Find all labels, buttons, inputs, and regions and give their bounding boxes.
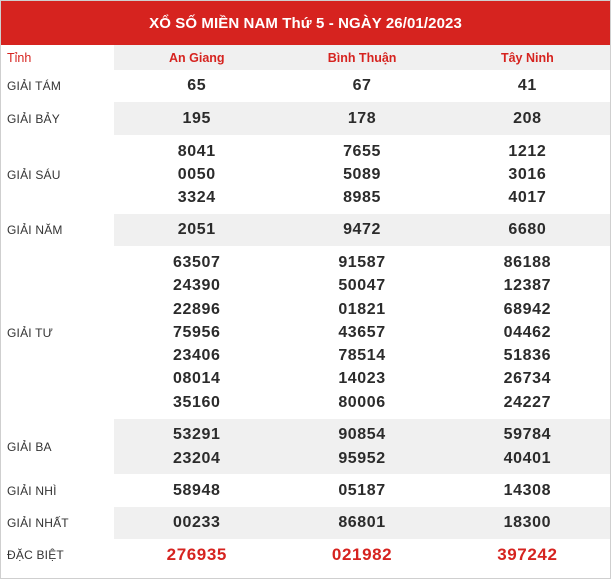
prize-number: 68942 (503, 300, 552, 318)
prize-cell-tay-ninh (445, 135, 610, 214)
prize-number: 3016 (508, 165, 547, 183)
prize-number: 40401 (503, 449, 552, 467)
prize-number: 04462 (503, 323, 552, 341)
prize-label: GIẢI SÁU (7, 167, 61, 182)
results-title: XỔ SỐ MIỀN NAM Thứ 5 - NGÀY 26/01/2023 (1, 1, 610, 45)
prize-row-tam (1, 70, 610, 102)
prize-row-nhat (1, 507, 610, 539)
prize-number: 26734 (503, 370, 552, 388)
prize-number: 59784 (503, 426, 552, 444)
prize-number: 86188 (503, 253, 552, 271)
prize-number: 6680 (508, 221, 547, 239)
prize-number: 41 (517, 77, 537, 95)
prize-cell-binh-thuan (279, 214, 444, 246)
province-an-giang[interactable]: An Giang (114, 45, 279, 70)
prize-number: 22896 (173, 300, 221, 318)
prize-cell-binh-thuan (279, 246, 444, 419)
prize-row-bay (1, 102, 610, 135)
prize-number: 63507 (173, 253, 221, 271)
prize-number: 35160 (173, 393, 221, 411)
prize-number: 05187 (338, 481, 386, 499)
prize-number: 00233 (173, 514, 221, 532)
jackpot-number: 397242 (497, 544, 558, 564)
prize-number: 86801 (338, 514, 386, 532)
prize-number: 5089 (343, 165, 382, 183)
prize-number: 2051 (177, 221, 216, 239)
prize-number: 7655 (343, 142, 382, 160)
prize-row-ba (1, 419, 610, 474)
table-header-row (1, 45, 610, 70)
prize-cell-an-giang (114, 70, 279, 102)
prize-label: GIẢI BA (7, 439, 52, 454)
prize-label: GIẢI TÁM (7, 79, 62, 93)
province-tay-ninh[interactable]: Tây Ninh (445, 45, 610, 70)
prize-number: 23406 (173, 347, 221, 365)
prize-cell-tay-ninh (445, 474, 610, 507)
prize-number: 8985 (343, 189, 382, 207)
prize-number: 195 (182, 109, 212, 127)
prize-number: 78514 (338, 347, 386, 365)
prize-number: 65 (187, 77, 207, 95)
jackpot-cell-tay-ninh (445, 539, 610, 570)
prize-number: 8041 (177, 142, 216, 160)
province-binh-thuan[interactable]: Bình Thuận (279, 45, 444, 70)
prize-number: 58948 (173, 481, 221, 499)
prize-cell-an-giang (114, 474, 279, 507)
prize-number: 80006 (338, 393, 386, 411)
prize-number: 24227 (503, 393, 552, 411)
prize-cell-tay-ninh (445, 70, 610, 102)
prize-label: GIẢI NHÌ (7, 483, 57, 498)
prize-number: 14308 (503, 481, 552, 499)
prize-number: 23204 (173, 449, 221, 467)
prize-label: GIẢI NHẤT (7, 516, 69, 530)
prize-number: 1212 (508, 142, 547, 160)
jackpot-cell-an-giang (114, 539, 279, 570)
prize-number: 43657 (338, 323, 386, 341)
prize-number: 18300 (503, 514, 552, 532)
prize-cell-an-giang (114, 135, 279, 214)
prize-number: 75956 (173, 323, 221, 341)
prize-label: ĐẶC BIỆT (7, 547, 64, 562)
prize-cell-binh-thuan (279, 70, 444, 102)
prize-number: 50047 (338, 277, 386, 295)
prize-row-tu (1, 246, 610, 419)
prize-cell-tay-ninh (445, 246, 610, 419)
results-table (1, 45, 610, 570)
prize-cell-an-giang (114, 507, 279, 539)
prize-number: 12387 (503, 277, 552, 295)
prize-number: 08014 (173, 370, 221, 388)
prize-number: 24390 (173, 277, 221, 295)
prize-label: GIẢI NĂM (7, 223, 63, 237)
prize-number: 90854 (338, 426, 386, 444)
prize-cell-binh-thuan (279, 507, 444, 539)
prize-cell-tay-ninh (445, 507, 610, 539)
prize-number: 51836 (503, 347, 552, 365)
prize-number: 91587 (338, 253, 386, 271)
prize-cell-tay-ninh (445, 214, 610, 246)
prize-row-sau (1, 135, 610, 214)
prize-row-dac-biet (1, 539, 610, 570)
prize-cell-tay-ninh (445, 102, 610, 135)
prize-cell-binh-thuan (279, 102, 444, 135)
prize-cell-an-giang (114, 246, 279, 419)
prize-number: 208 (513, 109, 542, 127)
prize-number: 178 (347, 109, 377, 127)
prize-row-nhi (1, 474, 610, 507)
prize-cell-binh-thuan (279, 419, 444, 474)
prize-number: 01821 (338, 300, 386, 318)
prize-number: 53291 (173, 426, 221, 444)
prize-label: GIẢI BẢY (7, 111, 60, 126)
jackpot-cell-binh-thuan (279, 539, 444, 570)
prize-number: 0050 (177, 165, 216, 183)
prize-cell-binh-thuan (279, 135, 444, 214)
prize-cell-an-giang (114, 419, 279, 474)
province-column-label: Tỉnh (7, 50, 32, 65)
prize-number: 95952 (338, 449, 386, 467)
prize-number: 4017 (508, 189, 547, 207)
prize-number: 14023 (338, 370, 386, 388)
prize-number: 67 (352, 77, 372, 95)
prize-cell-tay-ninh (445, 419, 610, 474)
jackpot-number: 276935 (166, 544, 227, 564)
prize-label: GIẢI TƯ (7, 325, 54, 340)
prize-cell-an-giang (114, 214, 279, 246)
prize-number: 9472 (343, 221, 382, 239)
prize-cell-an-giang (114, 102, 279, 135)
prize-row-nam (1, 214, 610, 246)
jackpot-number: 021982 (331, 544, 393, 564)
prize-cell-binh-thuan (279, 474, 444, 507)
prize-number: 3324 (177, 189, 216, 207)
